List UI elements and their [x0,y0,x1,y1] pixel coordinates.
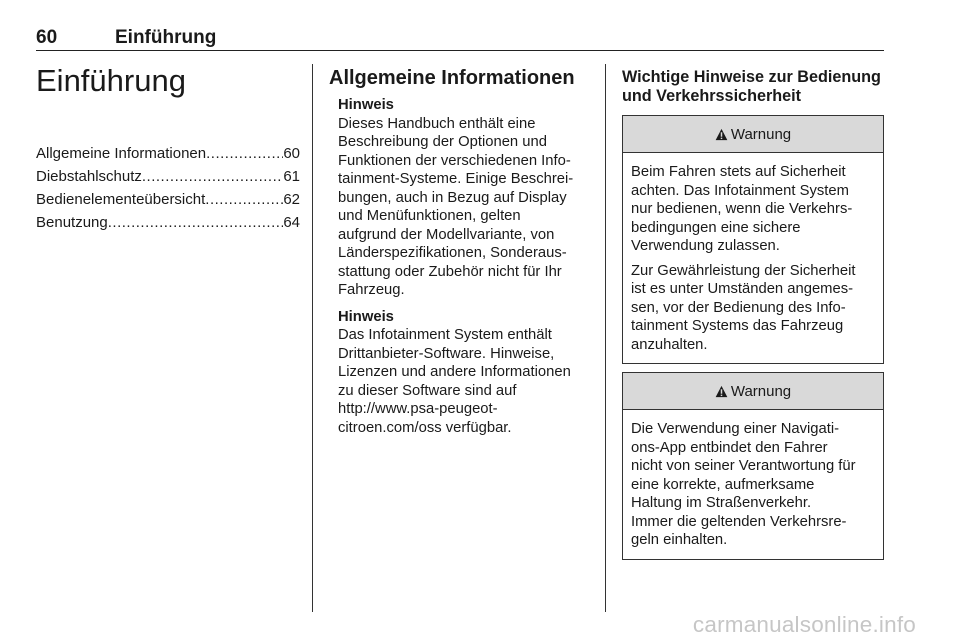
note-line: tainment-Systeme. Einige Beschrei- [338,171,574,187]
column-divider-2 [605,64,606,612]
note-line: Dieses Handbuch enthält eine [338,115,536,132]
table-of-contents [36,142,300,234]
note-line: Fahrzeug. [338,282,405,298]
toc-entry-page: 60 [283,145,300,162]
toc-entry-label: Bedienelementeübersicht [36,191,206,208]
warning-paragraph [631,420,875,550]
running-title: Einführung [115,27,217,48]
warning-line: ist es unter Umständen angemes- [631,281,854,297]
note-block [329,308,593,438]
note-line: bungen, auch in Bezug auf Display [338,189,567,206]
column-2 [329,66,593,445]
note-line: stattung oder Zubehör nicht für Ihr [338,263,562,280]
note-line: Beschreibung der Optionen und [338,134,547,150]
toc-leader-dots [205,188,283,211]
warning-line: geln einhalten. [631,532,728,548]
warning-line: Haltung im Straßenverkehr. [631,495,812,511]
toc-entry-page: 62 [283,191,300,208]
warning-line: eine korrekte, aufmerksame [631,476,815,493]
warning-header [623,373,883,410]
note-line: Das Infotainment System enthält [338,327,552,343]
note-link-line[interactable]: citroen.com/oss verfügbar. [338,419,512,436]
page-number: 60 [36,27,58,48]
toc-leader-dots [108,211,284,234]
column-3 [622,68,886,568]
warning-triangle-icon [715,385,728,398]
warning-triangle-icon [715,128,728,141]
toc-entry[interactable] [36,142,300,165]
warning-line: achten. Das Infotainment System [631,182,849,199]
warning-line: tainment Systems das Fahrzeug [631,318,844,334]
note-line: Funktionen der verschiedenen Info- [338,152,571,169]
warning-paragraph [631,262,875,355]
column-1 [36,60,300,234]
warning-line: Zur Gewährleistung der Sicherheit [631,262,856,279]
note-line: Drittanbieter-Software. Hinweise, [338,345,555,362]
note-line: Länderspezifikationen, Sonderaus- [338,245,567,261]
subsection-title [622,68,886,106]
note-line: zu dieser Software sind auf [338,382,517,399]
toc-entry[interactable] [36,211,300,234]
warning-line: Beim Fahren stets auf Sicherheit [631,164,846,180]
warning-line: Immer die geltenden Verkehrsre- [631,513,847,530]
toc-entry-page: 61 [283,168,300,185]
warning-line: Die Verwendung einer Navigati- [631,421,840,437]
note-label: Hinweis [338,97,394,113]
note-line: Lizenzen und andere Informationen [338,364,571,380]
watermark: carmanualsonline.info [692,612,916,637]
warning-line: bedingungen eine sichere [631,219,801,236]
warning-line: nur bedienen, wenn die Verkehrs- [631,201,853,217]
note-label: Hinweis [338,308,394,325]
warning-line: Verwendung zulassen. [631,238,780,254]
note-line: aufgrund der Modellvariante, von [338,226,555,243]
warning-line: anzuhalten. [631,336,708,353]
warning-box [622,115,884,364]
toc-entry-label: Benutzung [36,214,108,231]
warning-label: Warnung [730,125,792,143]
warning-paragraph [631,163,875,256]
toc-entry-label: Allgemeine Informationen [36,145,207,162]
toc-entry[interactable] [36,165,300,188]
warning-body [623,153,883,363]
chapter-title: Einführung [36,63,186,98]
section-title: Allgemeine Informationen [329,67,575,89]
column-divider-1 [312,64,313,612]
subsection-title-line: Wichtige Hinweise zur Bedienung [622,68,881,86]
subsection-title-line: und Verkehrssicherheit [622,87,802,105]
warning-line: sen, vor der Bedienung des Info- [631,299,846,316]
warning-header [623,116,883,153]
page-header [36,28,884,51]
toc-leader-dots [206,142,283,165]
warning-box [622,372,884,560]
toc-entry-page: 64 [283,214,300,231]
warning-body [623,410,883,559]
warning-line: ons-App entbindet den Fahrer [631,439,828,456]
toc-leader-dots [142,165,283,188]
note-link-line[interactable]: http://www.psa-peugeot- [338,401,498,417]
toc-entry-label: Diebstahlschutz [36,168,142,185]
warning-line: nicht von seiner Verantwortung für [631,458,856,474]
note-line: und Menüfunktionen, gelten [338,208,521,224]
toc-entry[interactable] [36,188,300,211]
note-block [329,96,593,300]
warning-label: Warnung [730,382,792,400]
